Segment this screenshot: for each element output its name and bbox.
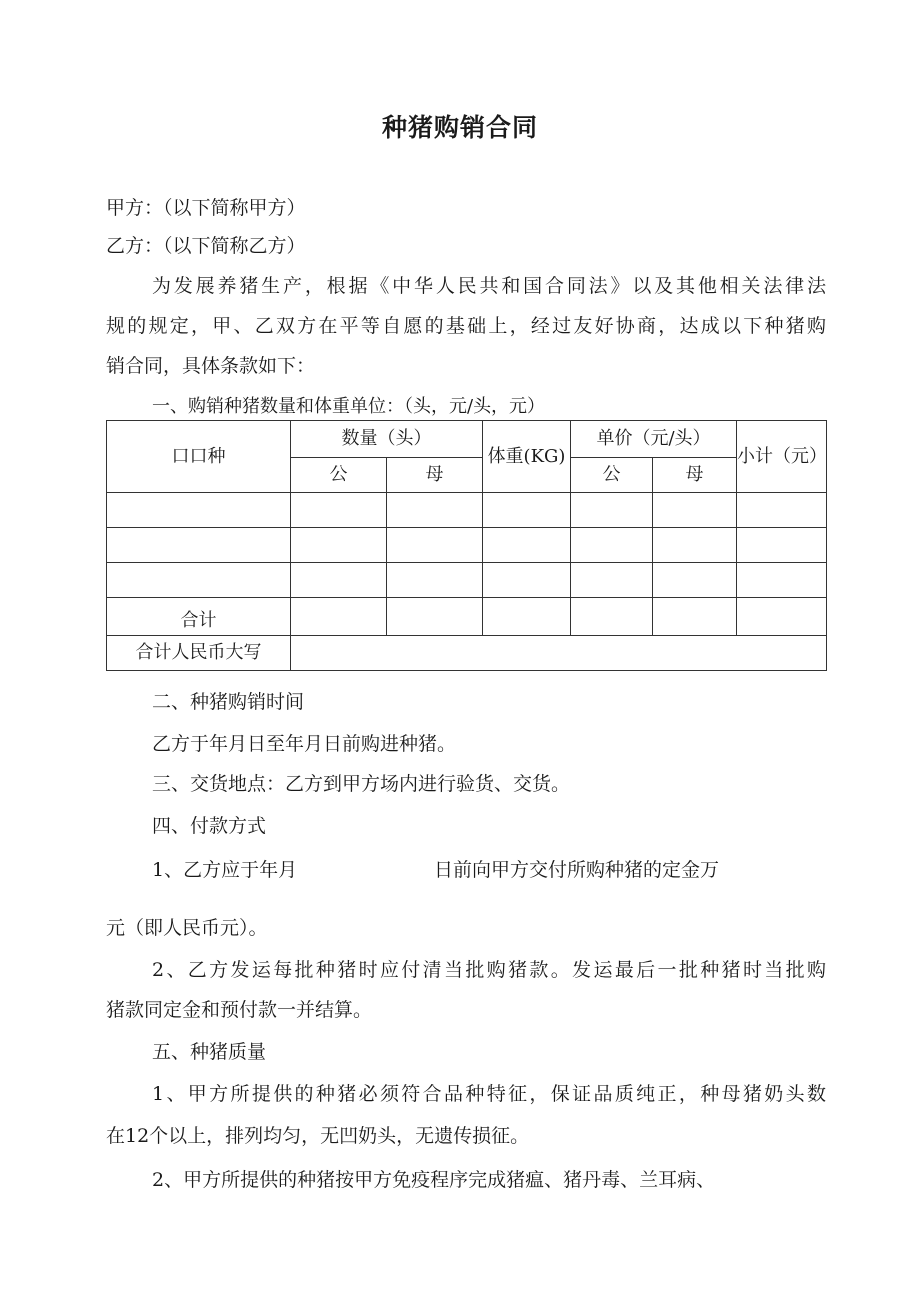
section5-item1-line-2: 在12个以上，排列均匀，无凹奶头，无遗传损征。	[106, 1125, 530, 1147]
table-cell	[483, 493, 571, 528]
table-cell	[653, 493, 737, 528]
table-cell	[737, 528, 827, 563]
table-cell	[483, 528, 571, 563]
total-rmb-value	[291, 636, 827, 671]
table-row	[107, 493, 827, 528]
section3-text: 三、交货地点：乙方到甲方场内进行验货、交货。	[152, 773, 571, 795]
section2-text: 乙方于年月日至年月日前购进种猪。	[152, 733, 457, 755]
section5-item2-line-1: 2、甲方所提供的种猪按甲方免疫程序完成猪瘟、猪丹毒、兰耳病、	[152, 1169, 716, 1191]
table-cell	[571, 528, 653, 563]
section4-item1-part-b: 日前向甲方交付所购种猪的定金万	[434, 859, 720, 881]
table-cell	[571, 563, 653, 598]
intro-line-2: 规的规定，甲、乙双方在平等自愿的基础上，经过友好协商，达成以下种猪购	[106, 315, 826, 337]
table-cell	[737, 563, 827, 598]
section4-item2-line-1: 2、乙方发运每批种猪时应付清当批购猪款。发运最后一批种猪时当批购	[152, 959, 826, 981]
table-row-total	[107, 598, 827, 636]
section2-heading: 二、种猪购销时间	[152, 691, 305, 713]
section4-heading: 四、付款方式	[152, 815, 267, 837]
section5-item1-line-1: 1、甲方所提供的种猪必须符合品种特征，保证品质纯正，种母猪奶头数	[152, 1083, 826, 1105]
party-a-line: 甲方：（以下简称甲方）	[106, 197, 306, 219]
header-weight: 体重(KG)	[483, 421, 571, 493]
table-cell	[653, 563, 737, 598]
table-row	[107, 528, 827, 563]
total-rmb-label: 合计人民币大写	[107, 636, 291, 671]
table-cell	[107, 493, 291, 528]
party-b-line: 乙方：（以下简称乙方）	[106, 235, 306, 257]
header-qty-female: 母	[387, 458, 483, 493]
purchase-table	[106, 420, 827, 671]
section1-heading: 一、购销种猪数量和体重单位：（头，元/头，元）	[152, 396, 546, 417]
header-breed: 口口种	[107, 421, 291, 493]
table-cell	[387, 493, 483, 528]
header-qty-male: 公	[291, 458, 387, 493]
table-cell	[107, 563, 291, 598]
table-cell	[653, 598, 737, 636]
document-title: 种猪购销合同	[381, 113, 538, 142]
table-cell	[291, 528, 387, 563]
intro-line-1: 为发展养猪生产，根据《中华人民共和国合同法》以及其他相关法律法	[152, 275, 826, 297]
table-cell	[653, 528, 737, 563]
total-label: 合计	[107, 598, 291, 636]
table-cell	[107, 528, 291, 563]
table-cell	[387, 563, 483, 598]
header-price-male: 公	[571, 458, 653, 493]
intro-line-3: 销合同，具体条款如下：	[106, 355, 316, 377]
header-price-female: 母	[653, 458, 737, 493]
table-cell	[387, 528, 483, 563]
table-row-total-rmb	[107, 636, 827, 671]
table-cell	[483, 598, 571, 636]
section4-item2-line-2: 猪款同定金和预付款一并结算。	[106, 999, 373, 1021]
table-cell	[483, 563, 571, 598]
table-cell	[291, 563, 387, 598]
table-cell	[291, 493, 387, 528]
table-cell	[737, 598, 827, 636]
table-cell	[387, 598, 483, 636]
table-cell	[291, 598, 387, 636]
table-cell	[737, 493, 827, 528]
header-subtotal: 小计（元）	[737, 421, 827, 493]
section5-heading: 五、种猪质量	[152, 1041, 267, 1063]
header-quantity: 数量（头）	[291, 421, 483, 458]
table-cell	[571, 598, 653, 636]
table-row	[107, 563, 827, 598]
section4-item1-part-a: 1、乙方应于年月	[152, 859, 298, 881]
header-price: 单价（元/头）	[571, 421, 737, 458]
section4-item1-part-c: 元（即人民币元）。	[106, 917, 268, 939]
table-cell	[571, 493, 653, 528]
